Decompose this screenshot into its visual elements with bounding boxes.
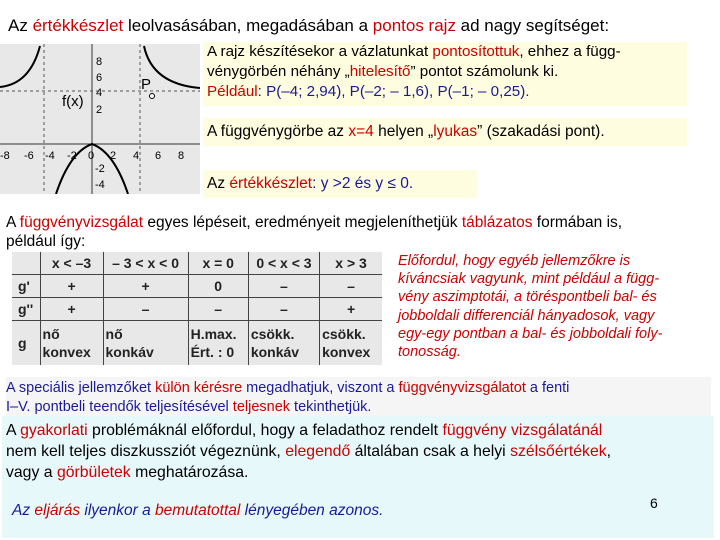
x-tick: 2 — [110, 150, 117, 162]
note-box-hole: A függvénygörbe az x=4 helyen „lyukas” (szakadási pont). — [203, 118, 687, 146]
table-row — [12, 321, 382, 365]
table-cell: + — [40, 298, 103, 321]
table-cell: – — [188, 298, 248, 321]
x-tick: 6 — [155, 150, 162, 162]
analysis-grid — [12, 252, 382, 365]
table-row — [12, 298, 382, 321]
x-tick: 4 — [133, 150, 140, 162]
note-line: A rajz készítésekor a vázlatunkat pontosítottuk, ehhez a függ- — [207, 43, 621, 60]
x-tick: 8 — [178, 150, 185, 162]
note-box-precision — [203, 42, 687, 106]
table-header-row — [12, 252, 382, 274]
table-cell: + — [40, 274, 103, 297]
x-tick: -8 — [0, 150, 10, 162]
intro-line — [8, 16, 609, 36]
hole-point — [150, 94, 155, 99]
point-label: P — [141, 76, 152, 93]
table-cell: nő konkáv — [103, 321, 188, 365]
note-line: Például: P(–4; 2,94), P(–2; – 1,6), P(–1; – 0,25). — [207, 83, 530, 100]
curve-right — [144, 46, 200, 88]
y-tick: 6 — [96, 72, 103, 84]
table-cell: x = 0 — [188, 252, 248, 274]
table-row — [12, 274, 382, 297]
graph-svg — [0, 44, 200, 194]
side-note: Előfordul, hogy egyéb jellemzőkre is kíváncsiak vagyunk, mint például a függ- vény aszimptotái, a töréspontbeli bal- és jobboldali differenciál hányadosok, vagy egy-egy pontban a bal- és jobboldali foly- tonosság. — [398, 253, 663, 361]
table-cell: csökk. konkáv — [248, 321, 319, 365]
paragraph-special: A speciális jellemzőket külön kérésre megadhatjuk, viszont a függvényvizsgálatot a fenti I–V. pontbeli teendők teljesítésével teljesnek tekinthetjük. — [6, 377, 711, 419]
y-tick: -2 — [95, 163, 105, 175]
intro-text: Az — [8, 16, 33, 35]
table-cell — [12, 252, 40, 274]
intro-text: leolvasásában, megadásában a — [123, 16, 373, 35]
curve-left — [0, 46, 40, 87]
y-tick: 2 — [96, 104, 103, 116]
table-cell: g'' — [12, 298, 40, 321]
page-number: 6 — [650, 495, 658, 511]
x-tick: -6 — [24, 150, 34, 162]
intro-highlight: értékkészlet — [32, 16, 124, 35]
table-cell: – — [248, 298, 319, 321]
table-cell: 0 — [188, 274, 248, 297]
table-cell: x < –3 — [40, 252, 103, 274]
table-cell: 0 < x < 3 — [248, 252, 319, 274]
function-graph — [0, 44, 200, 194]
table-cell: H.max. Ért. : 0 — [188, 321, 248, 365]
table-cell: csökk. konvex — [320, 321, 382, 365]
note-box-range: Az értékkészlet: y >2 és y ≤ 0. — [203, 170, 477, 198]
table-cell: g' — [12, 274, 40, 297]
x-tick: -2 — [67, 150, 77, 162]
table-cell: nő konvex — [40, 321, 103, 365]
x-tick: -4 — [45, 150, 55, 162]
analysis-table — [12, 252, 382, 365]
paragraph-table-intro: A függvényvizsgálat egyes lépéseit, eredményeit megjeleníthetjük táblázatos formában is, például így: — [6, 214, 623, 250]
y-tick: 8 — [96, 56, 103, 68]
y-tick: 4 — [96, 87, 103, 99]
table-cell: x > 3 — [320, 252, 382, 274]
table-cell: g — [12, 321, 40, 365]
table-cell: – — [320, 274, 382, 297]
practical-text: A gyakorlati problémáknál előfordul, hogy a feladathoz rendelt függvény vizsgálatánál nem kell teljes diszkussziót végeznünk, elegendő általában csak a helyi szélsőértékek, vagy a görbületek meghatározása. — [6, 422, 612, 481]
table-cell: – 3 < x < 0 — [103, 252, 188, 274]
intro-highlight: pontos rajz — [372, 16, 456, 35]
table-cell: + — [103, 274, 188, 297]
table-cell: + — [320, 298, 382, 321]
note-line: vénygörbén néhány „hitelesítő” pontot számolunk ki. — [207, 63, 559, 80]
function-label: f(x) — [62, 93, 84, 110]
x-tick: 0 — [88, 150, 95, 162]
table-cell: – — [248, 274, 319, 297]
table-cell: – — [103, 298, 188, 321]
intro-text: ad nagy segítséget: — [455, 16, 610, 35]
closing-note: Az eljárás ilyenkor a bemutatottal lényegében azonos. — [12, 502, 384, 519]
y-tick: -4 — [95, 179, 105, 191]
